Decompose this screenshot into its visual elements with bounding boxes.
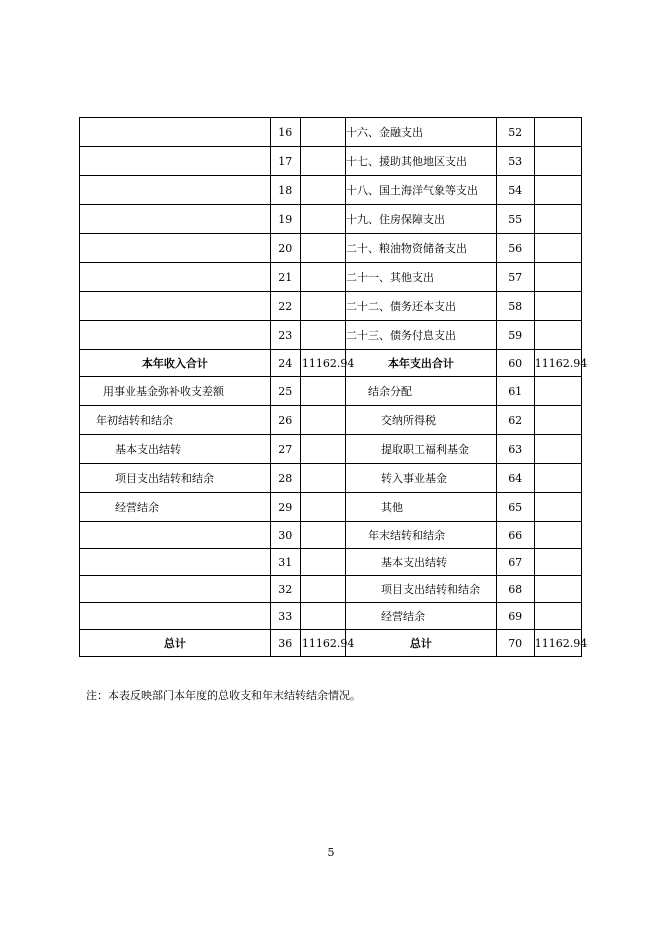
table-row (80, 576, 582, 603)
table-row-grand-total (80, 630, 582, 657)
expense-line-number: 58 (496, 292, 534, 321)
income-line-number: 22 (270, 292, 300, 321)
income-line-number: 28 (270, 464, 300, 493)
expense-line-number: 64 (496, 464, 534, 493)
income-item-cell (80, 549, 271, 576)
expense-item-cell: 转入事业基金 (346, 464, 497, 493)
budget-summary-table (79, 117, 588, 657)
table-row (80, 292, 582, 321)
income-item-cell: 用事业基金弥补收支差额 (80, 377, 271, 406)
table-row (80, 205, 582, 234)
table-row (80, 234, 582, 263)
income-line-number: 20 (270, 234, 300, 263)
expense-amount-cell (534, 464, 581, 493)
table-footnote: 注：本表反映部门本年度的总收支和年末结转结余情况。 (86, 689, 361, 702)
expense-amount-cell (534, 176, 581, 205)
income-line-number: 29 (270, 493, 300, 522)
table-row (80, 493, 582, 522)
income-line-number: 26 (270, 406, 300, 435)
table-row (80, 464, 582, 493)
expense-total-label: 本年支出合计 (346, 350, 497, 377)
expense-amount-cell (534, 406, 581, 435)
page-number: 5 (327, 846, 335, 859)
expense-amount-cell (534, 576, 581, 603)
income-amount-cell (300, 603, 345, 630)
income-amount-cell (300, 377, 345, 406)
income-amount-cell (300, 464, 345, 493)
expense-amount-cell (534, 493, 581, 522)
expense-line-number: 63 (496, 435, 534, 464)
income-amount-cell (300, 263, 345, 292)
income-amount-cell (300, 406, 345, 435)
income-amount-cell (300, 176, 345, 205)
income-grand-total-amount: 11162.94 (300, 630, 345, 657)
income-item-cell (80, 234, 271, 263)
expense-line-number: 70 (496, 630, 534, 657)
income-line-number: 17 (270, 147, 300, 176)
expense-amount-cell (534, 147, 581, 176)
expense-total-amount: 11162.94 (534, 350, 581, 377)
income-amount-cell (300, 292, 345, 321)
expense-item-cell: 结余分配 (346, 377, 497, 406)
expense-item-cell: 提取职工福利基金 (346, 435, 497, 464)
expense-item-cell: 交纳所得税 (346, 406, 497, 435)
income-amount-cell (300, 493, 345, 522)
income-grand-total-label: 总计 (80, 630, 271, 657)
table-row (80, 603, 582, 630)
expense-item-cell: 十七、援助其他地区支出 (346, 147, 497, 176)
expense-line-number: 61 (496, 377, 534, 406)
expense-line-number: 66 (496, 522, 534, 549)
income-line-number: 19 (270, 205, 300, 234)
income-amount-cell (300, 234, 345, 263)
income-line-number: 21 (270, 263, 300, 292)
income-item-cell: 项目支出结转和结余 (80, 464, 271, 493)
expense-amount-cell (534, 292, 581, 321)
table-row (80, 147, 582, 176)
expense-grand-total-label: 总计 (346, 630, 497, 657)
expense-amount-cell (534, 377, 581, 406)
income-amount-cell (300, 522, 345, 549)
income-line-number: 23 (270, 321, 300, 350)
expense-item-cell: 经营结余 (346, 603, 497, 630)
expense-line-number: 55 (496, 205, 534, 234)
expense-amount-cell (534, 603, 581, 630)
table-row (80, 435, 582, 464)
expense-line-number: 69 (496, 603, 534, 630)
expense-line-number: 60 (496, 350, 534, 377)
expense-item-cell: 年末结转和结余 (346, 522, 497, 549)
income-line-number: 36 (270, 630, 300, 657)
income-total-amount: 11162.94 (300, 350, 345, 377)
expense-item-cell: 二十、粮油物资储备支出 (346, 234, 497, 263)
income-amount-cell (300, 321, 345, 350)
income-amount-cell (300, 576, 345, 603)
expense-item-cell: 十九、住房保障支出 (346, 205, 497, 234)
expense-amount-cell (534, 263, 581, 292)
table-row (80, 522, 582, 549)
income-line-number: 27 (270, 435, 300, 464)
table-row (80, 176, 582, 205)
income-item-cell (80, 263, 271, 292)
income-item-cell (80, 118, 271, 147)
expense-line-number: 62 (496, 406, 534, 435)
table-row (80, 406, 582, 435)
expense-amount-cell (534, 234, 581, 263)
expense-item-cell: 十八、国土海洋气象等支出 (346, 176, 497, 205)
income-item-cell: 年初结转和结余 (80, 406, 271, 435)
expense-line-number: 59 (496, 321, 534, 350)
expense-grand-total-amount: 11162.94 (534, 630, 581, 657)
table-row (80, 118, 582, 147)
income-item-cell (80, 205, 271, 234)
expense-item-cell: 项目支出结转和结余 (346, 576, 497, 603)
expense-amount-cell (534, 435, 581, 464)
income-item-cell (80, 176, 271, 205)
income-item-cell (80, 603, 271, 630)
expense-line-number: 54 (496, 176, 534, 205)
expense-amount-cell (534, 522, 581, 549)
expense-item-cell: 基本支出结转 (346, 549, 497, 576)
table-row (80, 377, 582, 406)
expense-line-number: 56 (496, 234, 534, 263)
expense-line-number: 53 (496, 147, 534, 176)
income-line-number: 33 (270, 603, 300, 630)
income-item-cell (80, 147, 271, 176)
expense-line-number: 67 (496, 549, 534, 576)
income-line-number: 31 (270, 549, 300, 576)
income-line-number: 18 (270, 176, 300, 205)
income-amount-cell (300, 205, 345, 234)
income-amount-cell (300, 147, 345, 176)
expense-amount-cell (534, 205, 581, 234)
income-item-cell (80, 292, 271, 321)
income-item-cell: 经营结余 (80, 493, 271, 522)
expense-line-number: 68 (496, 576, 534, 603)
income-amount-cell (300, 549, 345, 576)
expense-line-number: 57 (496, 263, 534, 292)
expense-item-cell: 其他 (346, 493, 497, 522)
expense-amount-cell (534, 118, 581, 147)
income-item-cell (80, 321, 271, 350)
income-total-label: 本年收入合计 (80, 350, 271, 377)
expense-item-cell: 二十一、其他支出 (346, 263, 497, 292)
income-line-number: 32 (270, 576, 300, 603)
income-amount-cell (300, 118, 345, 147)
table-row (80, 549, 582, 576)
income-line-number: 24 (270, 350, 300, 377)
expense-item-cell: 十六、金融支出 (346, 118, 497, 147)
expense-item-cell: 二十三、债务付息支出 (346, 321, 497, 350)
income-line-number: 30 (270, 522, 300, 549)
expense-amount-cell (534, 321, 581, 350)
table-row (80, 263, 582, 292)
table-row-total-year (80, 350, 582, 377)
expense-item-cell: 二十二、债务还本支出 (346, 292, 497, 321)
expense-amount-cell (534, 549, 581, 576)
income-line-number: 25 (270, 377, 300, 406)
income-line-number: 16 (270, 118, 300, 147)
table-row (80, 321, 582, 350)
income-item-cell (80, 522, 271, 549)
expense-line-number: 52 (496, 118, 534, 147)
income-item-cell: 基本支出结转 (80, 435, 271, 464)
income-amount-cell (300, 435, 345, 464)
expense-line-number: 65 (496, 493, 534, 522)
income-item-cell (80, 576, 271, 603)
